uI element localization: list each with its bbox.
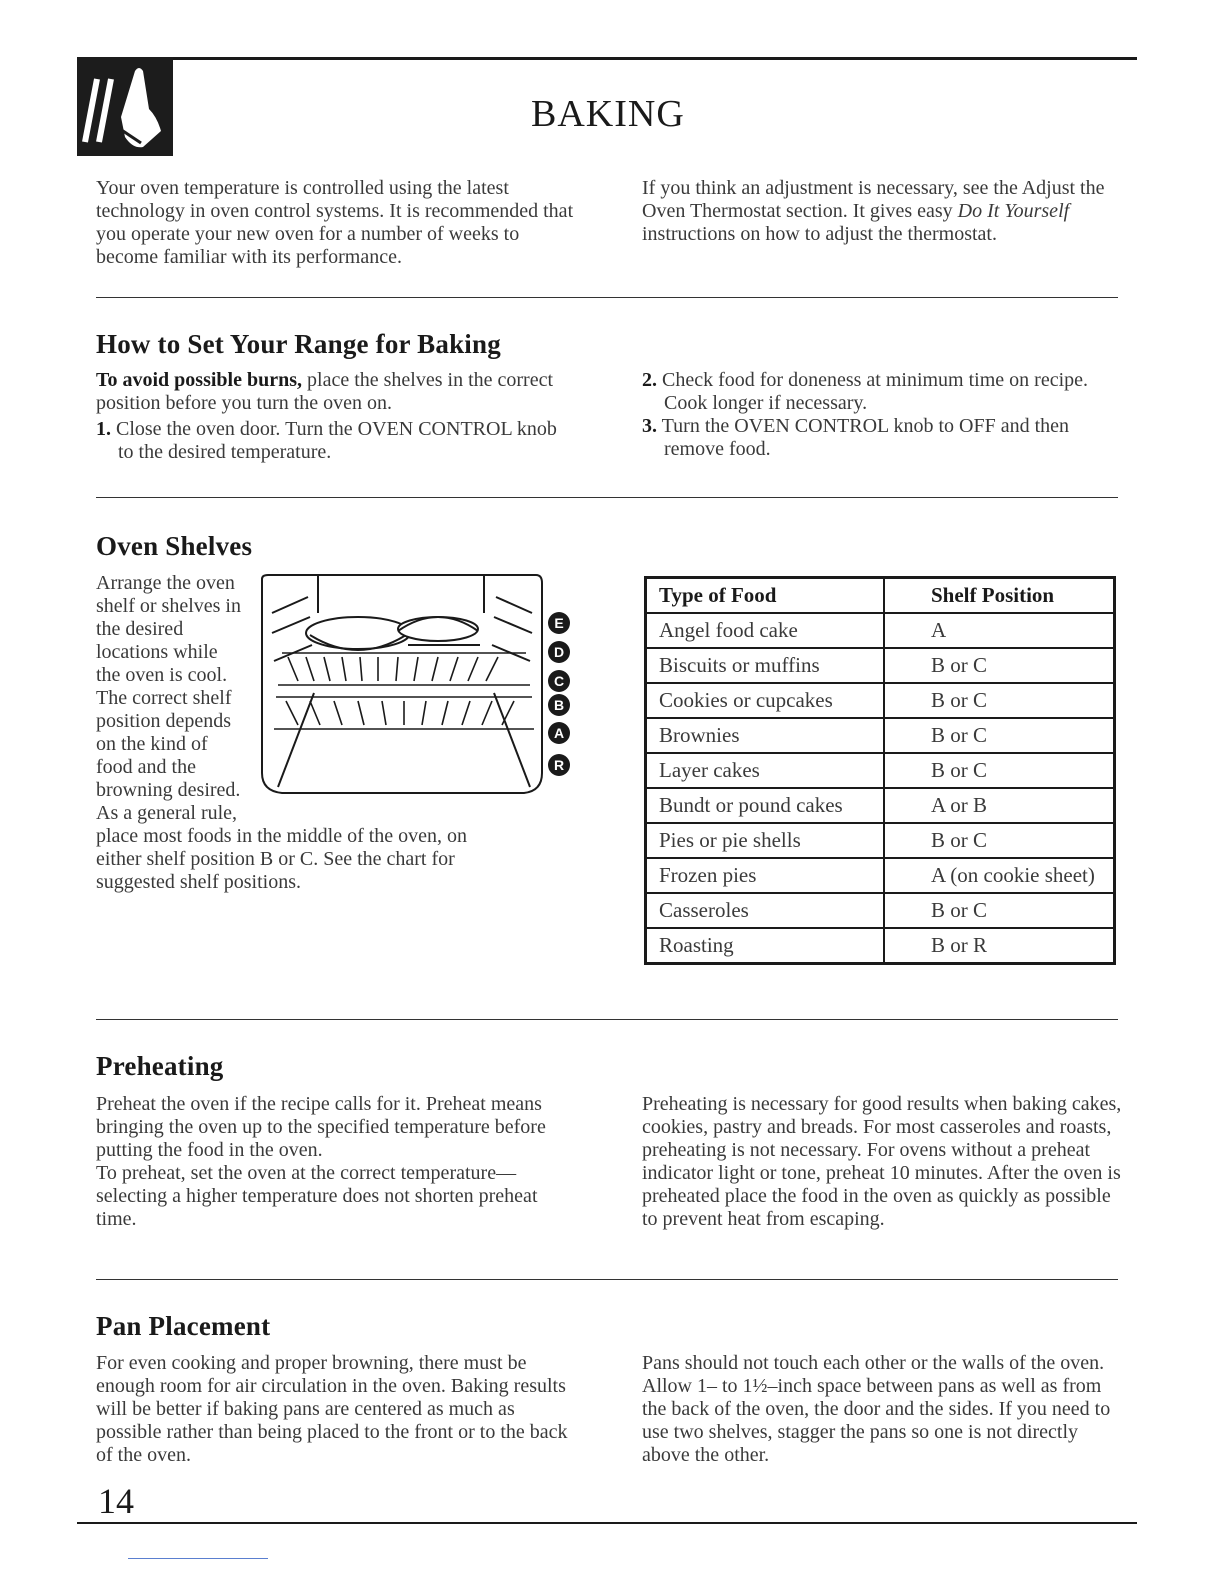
table-row: Frozen pies A (on cookie sheet) xyxy=(646,858,1115,893)
table-header-row xyxy=(646,578,1115,614)
footer-link-underline xyxy=(128,1558,268,1559)
column-header-position: Shelf Position xyxy=(884,578,1115,614)
table-row: Bundt or pound cakes A or B xyxy=(646,788,1115,823)
table-row: Cookies or cupcakes B or C xyxy=(646,683,1115,718)
divider xyxy=(96,1019,1118,1020)
section-heading-oven-shelves: Oven Shelves xyxy=(96,531,253,561)
shelf-label-d: D xyxy=(548,641,570,663)
divider xyxy=(96,497,1118,498)
step-3: 3. Turn the OVEN CONTROL knob to OFF and then remove food. xyxy=(642,415,1070,460)
section-heading-how-to: How to Set Your Range for Baking xyxy=(96,329,501,359)
intro-right: If you think an adjustment is necessary, see the Adjust the Oven Thermostat section. It gives easy Do It Yourself instructions on how to adjust the thermostat. xyxy=(642,177,1105,245)
shelf-label-b: B xyxy=(548,694,570,716)
how-to-left: To avoid possible burns, place the shelves in the correct position before you turn the oven on. 1. Close the oven door. Turn the OVEN CONTROL knob to the desired temperature. xyxy=(96,369,566,464)
shelf-position-table xyxy=(644,576,1116,965)
table-row: Biscuits or muffins B or C xyxy=(646,648,1115,683)
oven-shelves-text-narrow: Arrange the oven shelf or shelves in the desired locations while the oven is cool. The correct shelf position depends on the kind of food and the browning desired. As a general rule, xyxy=(96,572,241,824)
step-2: 2. Check food for doneness at minimum time on recipe. Cook longer if necessary. xyxy=(642,369,1089,414)
column-header-food: Type of Food xyxy=(646,578,885,614)
table-row: Roasting B or R xyxy=(646,928,1115,964)
pan-placement-right: Pans should not touch each other or the walls of the oven. Allow 1– to 1½–inch space between pans as well as from the back of the oven, the door and the sides. If you need to use two shelves, stagger the pans so one is not directly above the other. xyxy=(642,1352,1111,1466)
divider xyxy=(96,1279,1118,1280)
table-row: Pies or pie shells B or C xyxy=(646,823,1115,858)
intro-left: Your oven temperature is controlled using the latest technology in oven control systems. It is recommended that you operate your new oven for a number of weeks to become familiar with its performance. xyxy=(96,177,574,268)
table-row: Angel food cake A xyxy=(646,613,1115,648)
pan-placement-left: For even cooking and proper browning, there must be enough room for air circulation in the oven. Baking results will be better if baking pans are centered as much as possible rather than being placed to the front or to the back of the oven. xyxy=(96,1352,568,1466)
step-1: 1. Close the oven door. Turn the OVEN CONTROL knob to the desired temperature. xyxy=(96,418,557,463)
shelf-label-r: R xyxy=(548,754,570,776)
header-top-rule xyxy=(77,57,1137,60)
divider xyxy=(96,297,1118,298)
preheating-left: Preheat the oven if the recipe calls for it. Preheat means bringing the oven up to the specified temperature before putting the food in the oven. To preheat, set the oven at the correct temperature— selecting a higher temperature does not shorten preheat time. xyxy=(96,1093,546,1230)
oven-shelves-illustration xyxy=(258,573,548,798)
preheating-right: Preheating is necessary for good results when baking cakes, cookies, pastry and breads. For most casseroles and roasts, preheating is not necessary. For ovens without a preheat indicator light or tone, preheat 10 minutes. After the oven is preheated place the food in the oven as quickly as possible to prevent heat from escaping. xyxy=(642,1093,1122,1230)
section-heading-preheating: Preheating xyxy=(96,1051,224,1081)
table-row: Brownies B or C xyxy=(646,718,1115,753)
table-row: Casseroles B or C xyxy=(646,893,1115,928)
table-row: Layer cakes B or C xyxy=(646,753,1115,788)
how-to-right xyxy=(642,369,1102,461)
page-number: 14 xyxy=(98,1481,134,1521)
section-heading-pan-placement: Pan Placement xyxy=(96,1311,271,1341)
shelf-label-a: A xyxy=(548,722,570,744)
shelf-label-e: E xyxy=(548,612,570,634)
intro-emphasis: Do It Yourself xyxy=(957,200,1070,222)
footer-rule xyxy=(77,1522,1137,1524)
hand-pointer-icon xyxy=(77,57,173,156)
page-title: BAKING xyxy=(531,93,685,135)
oven-shelves-text-wide: place most foods in the middle of the oven, on either shelf position B or C. See the chart for suggested shelf positions. xyxy=(96,825,468,893)
shelf-label-c: C xyxy=(548,670,570,692)
